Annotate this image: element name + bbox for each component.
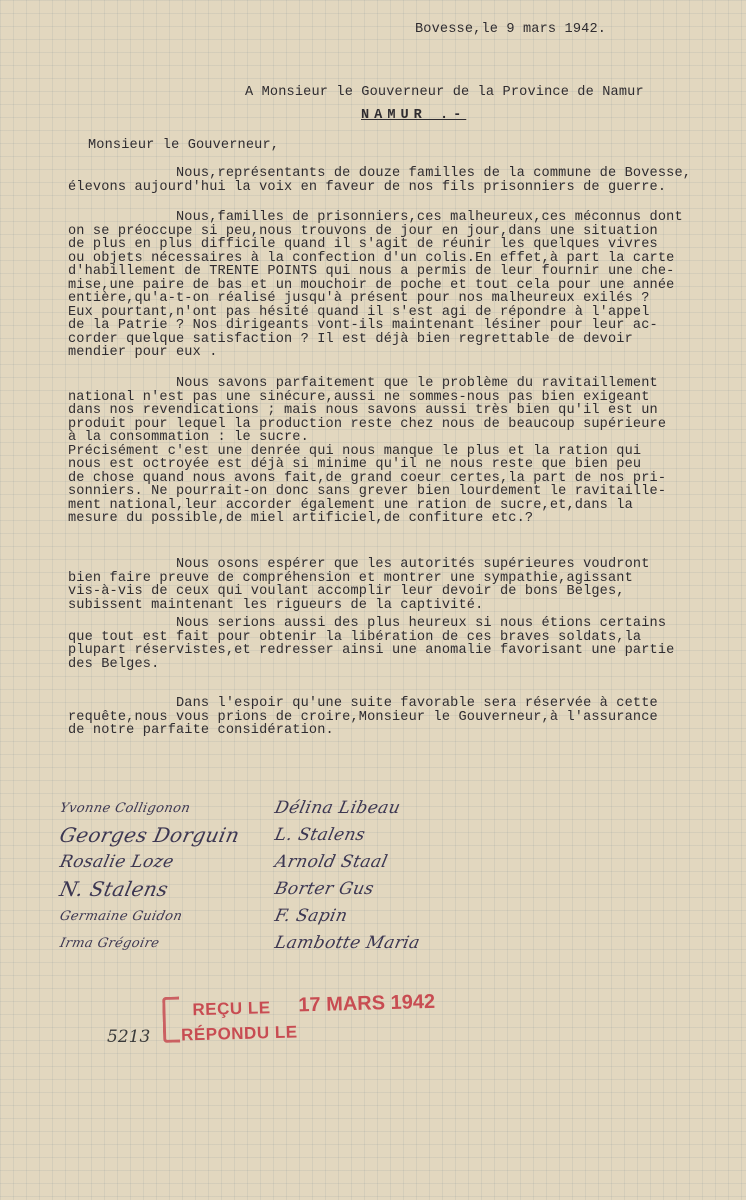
salutation: Monsieur le Gouverneur, <box>88 138 280 153</box>
signature: Yvonne Colligonon <box>58 801 192 816</box>
text-line: Nous,familles de prisonniers,ces malheureux,ces méconnus dont <box>176 210 683 225</box>
body-paragraph-4 <box>68 558 650 612</box>
stamp-received-date: 17 MARS 1942 <box>298 990 436 1017</box>
text-line: vis-à-vis de ceux qui voulant accomplir leur devoir de bons Belges, <box>68 584 625 599</box>
text-line: de notre parfaite considération. <box>68 723 334 738</box>
text-line: des Belges. <box>68 656 160 672</box>
text-line: produit pour lequel la production reste chez nous de beaucoup supérieure <box>68 416 667 432</box>
text-line: à la consommation : le sucre. <box>68 430 309 445</box>
stamp-bracket <box>162 997 180 1043</box>
text-line: ment national,leur accorder également une ration de sucre,et,dans la <box>68 497 633 513</box>
text-line: Nous,représentants de douze familles de la commune de Bovesse, <box>176 166 692 181</box>
signature: Germaine Guidon <box>58 909 184 924</box>
text-line: bien faire preuve de compréhension et montrer une sympathie,agissant <box>68 570 633 586</box>
text-line: Eux pourtant,n'ont pas hésité quand il s'est agi de répondre à l'appel <box>68 304 650 320</box>
text-line: Dans l'espoir qu'une suite favorable sera réservée à cette <box>176 696 658 711</box>
text-line: sonniers. Ne pourrait-on donc sans grever bien lourdement le ravitaille- <box>68 484 667 499</box>
body-paragraph-2 <box>68 211 683 360</box>
text-line: Nous savons parfaitement que le problème du ravitaillement <box>176 376 658 391</box>
body-paragraph-3 <box>68 377 666 526</box>
text-line: Précisément c'est une denrée qui nous manque le plus et la ration qui <box>68 443 642 459</box>
signature: Borter Gus <box>272 879 376 899</box>
text-line: Nous serions aussi des plus heureux si nous étions certains <box>176 616 667 631</box>
signature: F. Sapin <box>272 906 350 926</box>
text-line: corder quelque satisfaction ? Il est déjà bien regrettable de devoir <box>68 331 633 347</box>
signature: Lambotte Maria <box>272 933 422 953</box>
addressee-line: A Monsieur le Gouverneur de la Province de Namur <box>245 85 644 100</box>
text-line: subissent maintenant les rigueurs de la captivité. <box>68 597 484 613</box>
text-line: requête,nous vous prions de croire,Monsieur le Gouverneur,à l'assurance <box>68 709 658 725</box>
text-line: dans nos revendications ; mais nous savons aussi très bien qu'il est un <box>68 403 658 418</box>
text-line: mesure du possible,de miel artificiel,de confiture etc.? <box>68 511 534 526</box>
signature: Rosalie Loze <box>57 852 176 872</box>
letter-date: Bovesse,le 9 mars 1942. <box>415 22 607 37</box>
signature: Arnold Staal <box>272 852 390 872</box>
text-line: mise,une paire de bas et un mouchoir de poche et tout cela pour une année <box>68 277 675 293</box>
text-line: nous est octroyée est déjà si minime qu'il ne nous reste que bien peu <box>68 457 642 472</box>
body-paragraph-1 <box>68 167 691 194</box>
body-paragraph-5 <box>68 617 674 671</box>
signatures-left-column <box>57 795 242 957</box>
text-line: national n'est pas une sinécure,aussi ne sommes-nous pas bien exigeant <box>68 389 650 405</box>
text-line: ou objets nécessaires à la confection d'un colis.En effet,à part la carte <box>68 250 675 266</box>
signature: N. Stalens <box>57 877 171 901</box>
signatures-right-column <box>272 795 422 957</box>
body-paragraph-6 <box>68 697 658 738</box>
signature: L. Stalens <box>272 825 368 845</box>
text-line: on se préoccupe si peu,nous trouvons de jour en jour,dans une situation <box>68 223 658 239</box>
text-line: plupart réservistes,et redresser ainsi une anomalie favorisant une partie <box>68 643 675 658</box>
stamp-received-label: REÇU LE <box>192 998 271 1020</box>
archive-number: 5213 <box>107 1027 151 1047</box>
text-line: que tout est fait pour obtenir la libération de ces braves soldats,la <box>68 629 642 645</box>
text-line: de la Patrie ? Nos dirigeants vont-ils maintenant lésiner pour leur ac- <box>68 318 658 333</box>
text-line: élevons aujourd'hui la voix en faveur de nos fils prisonniers de guerre. <box>68 179 667 195</box>
stamp-answered-label: RÉPONDU LE <box>180 1022 298 1045</box>
text-line: mendier pour eux . <box>68 345 218 360</box>
signature: Irma Grégoire <box>58 936 161 951</box>
text-line: d'habillement de TRENTE POINTS qui nous a permis de leur fournir une che- <box>68 264 675 279</box>
signature: Georges Dorguin <box>57 823 242 847</box>
addressee-city: NAMUR .- <box>361 108 467 123</box>
text-line: entière,qu'a-t-on réalisé jusqu'à présent pour nos malheureux exilés ? <box>68 291 650 306</box>
signature: Délina Libeau <box>272 798 403 818</box>
text-line: Nous osons espérer que les autorités supérieures voudront <box>176 557 650 572</box>
text-line: de plus en plus difficile quand il s'agit de réunir les quelques vivres <box>68 237 658 252</box>
text-line: de chose quand nous avons fait,de grand coeur certes,la part de nos pri- <box>68 470 667 486</box>
